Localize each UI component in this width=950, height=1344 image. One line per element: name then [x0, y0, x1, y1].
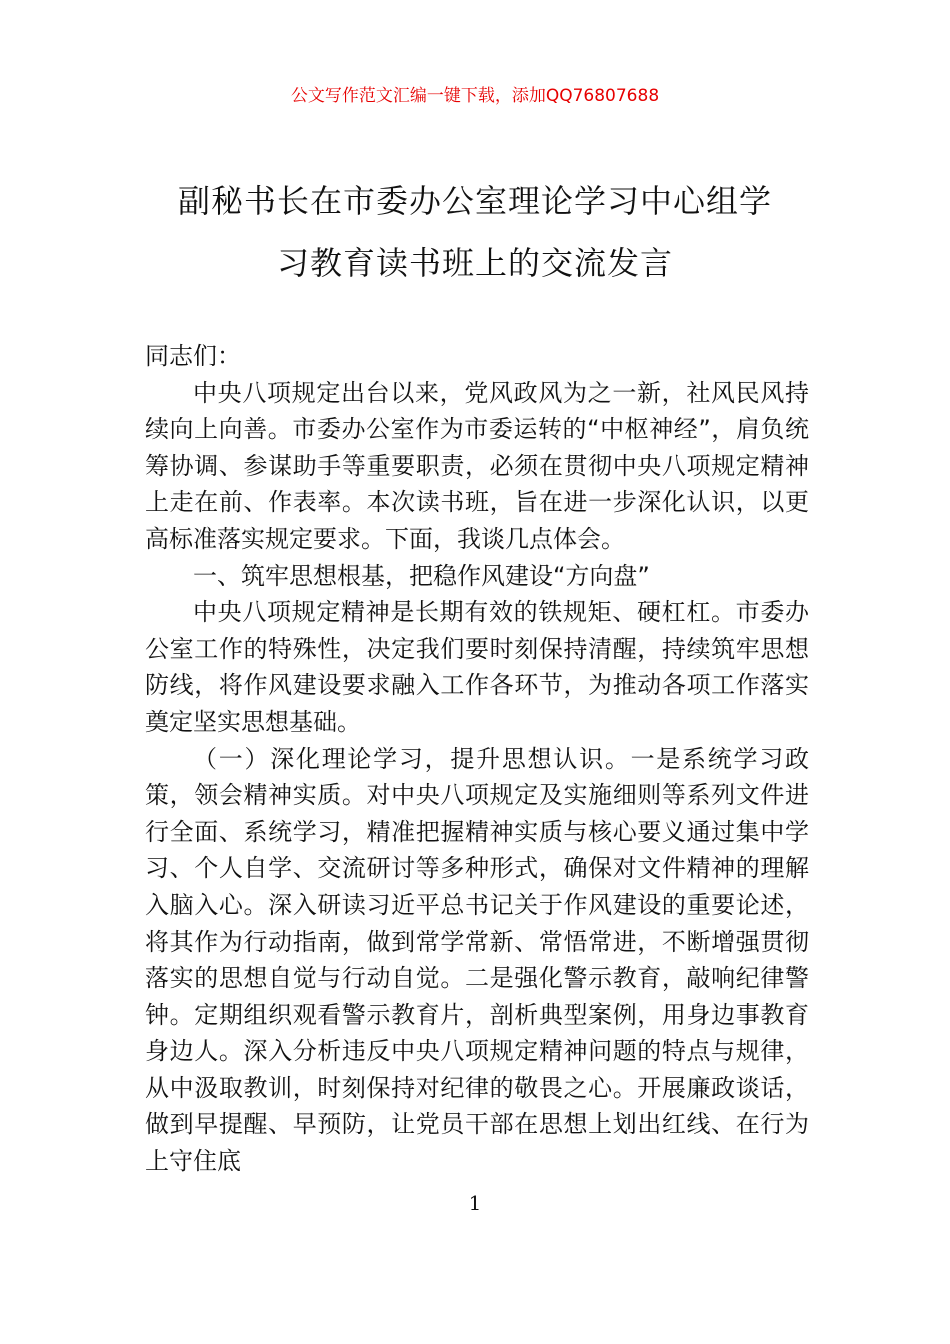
- paragraph-section-1: 中央八项规定精神是长期有效的铁规矩、硬杠杠。市委办公室工作的特殊性，决定我们要时刻保持清醒，持续筑牢思想防线，将作风建设要求融入工作各环节，为推动各项工作落实奠定坚实思想基础。: [145, 598, 809, 736]
- paragraph-subsection-1: （一）深化理论学习，提升思想认识。一是系统学习政策，领会精神实质。对中央八项规定及实施细则等系列文件进行全面、系统学习，精准把握精神实质与核心要义通过集中学习、个人自学、交流研讨等多种形式，确保对文件精神的理解入脑入心。深入研读习近平总书记关于作风建设的重要论述，将其作为行动指南，做到常学常新、常悟常进，不断增强贯彻落实的思想自觉与行动自觉。二是强化警示教育，敲响纪律警钟。定期组织观看警示教育片，剖析典型案例，用身边事教育身边人。深入分析违反中央八项规定精神问题的特点与规律，从中汲取教训，时刻保持对纪律的敬畏之心。开展廉政谈话，做到早提醒、早预防，让党员干部在思想上划出红线、在行为上守住底: [145, 744, 809, 1176]
- document-title: [120, 170, 830, 294]
- document-body: [145, 338, 809, 1180]
- title-line-1: 副秘书长在市委办公室理论学习中心组学: [177, 182, 772, 220]
- promo-banner: 公文写作范文汇编一键下载，添加QQ76807688: [290, 86, 660, 106]
- title-line-2: 习教育读书班上的交流发言: [276, 244, 673, 282]
- page-number: 1: [468, 1191, 482, 1215]
- paragraph-intro: 中央八项规定出台以来，党风政风为之一新，社风民风持续向上向善。市委办公室作为市委运转的“中枢神经”，肩负统筹协调、参谋助手等重要职责，必须在贯彻中央八项规定精神上走在前、作表率。本次读书班，旨在进一步深化认识，以更高标准落实规定要求。下面，我谈几点体会。: [145, 378, 809, 553]
- section-heading-1: 一、筑牢思想根基，把稳作风建设“方向盘”: [193, 561, 650, 590]
- salutation: 同志们：: [145, 342, 241, 370]
